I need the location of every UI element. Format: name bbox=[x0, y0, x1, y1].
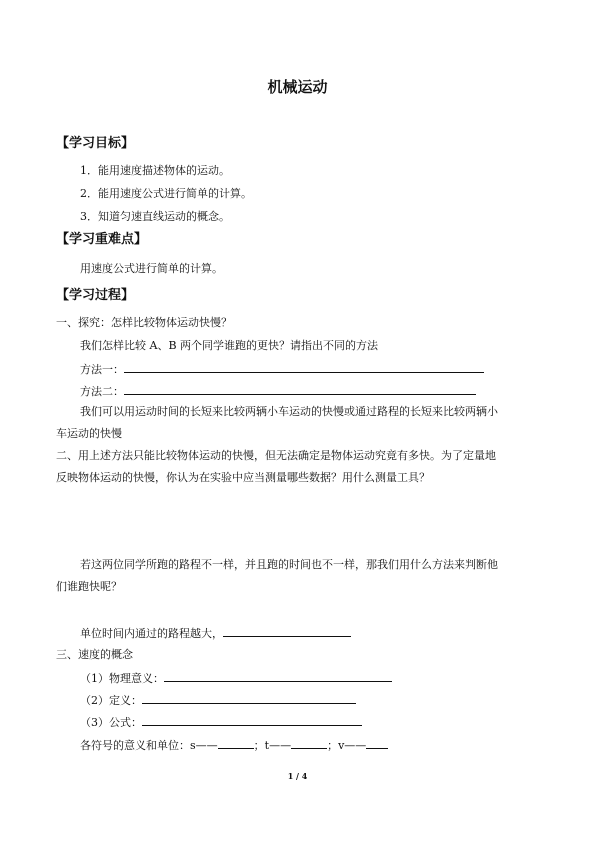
section-1-title: 一、探究：怎样比较物体运动快慢？ bbox=[56, 316, 232, 329]
goal-item-3: 3．知道匀速直线运动的概念。 bbox=[80, 210, 230, 223]
page-title: 机械运动 bbox=[267, 78, 328, 96]
method-1-row bbox=[80, 361, 484, 377]
method-1-label: 方法一： bbox=[80, 363, 124, 376]
method-1-blank[interactable] bbox=[124, 361, 484, 373]
semicolon-2: ； bbox=[327, 739, 339, 752]
symbols-label: 各符号的意义和单位： bbox=[80, 739, 190, 752]
goal-item-2: 2．能用速度公式进行简单的计算。 bbox=[80, 187, 252, 200]
symbol-t-blank[interactable] bbox=[291, 737, 327, 749]
page-number: 1 / 4 bbox=[287, 771, 308, 781]
symbol-v-blank[interactable] bbox=[366, 737, 388, 749]
symbol-s-blank[interactable] bbox=[218, 737, 254, 749]
formula-label: （3）公式： bbox=[80, 716, 142, 729]
process-heading: 【学习过程】 bbox=[56, 288, 135, 303]
symbol-v: v—— bbox=[338, 739, 367, 752]
section-1-paragraph-line-2: 车运动的快慢 bbox=[56, 427, 122, 440]
formula-row bbox=[80, 714, 362, 730]
section-2-question-line-2: 们谁跑快呢？ bbox=[56, 580, 122, 593]
key-points-text: 用速度公式进行简单的计算。 bbox=[80, 262, 223, 275]
key-points-heading: 【学习重难点】 bbox=[56, 232, 148, 247]
physical-meaning-label: （1）物理意义： bbox=[80, 672, 164, 685]
formula-blank[interactable] bbox=[142, 714, 362, 726]
goal-item-1: 1．能用速度描述物体的运动。 bbox=[80, 164, 230, 177]
unit-time-row bbox=[80, 625, 351, 641]
section-2-line-2: 反映物体运动的快慢，你认为在实验中应当测量哪些数据？用什么测量工具？ bbox=[56, 471, 430, 484]
symbols-row bbox=[80, 737, 388, 753]
section-1-question: 我们怎样比较 A、B 两个同学谁跑的更快？请指出不同的方法 bbox=[80, 339, 379, 352]
section-2-question-line-1: 若这两位同学所跑的路程不一样，并且跑的时间也不一样，那我们用什么方法来判断他 bbox=[80, 558, 498, 571]
method-2-label: 方法二： bbox=[80, 385, 124, 398]
symbol-t: t—— bbox=[264, 739, 292, 752]
section-1-paragraph-line-1: 我们可以用运动时间的长短来比较两辆小车运动的快慢或通过路程的长短来比较两辆小 bbox=[80, 405, 498, 418]
section-3-title: 三、速度的概念 bbox=[56, 648, 133, 661]
method-2-row bbox=[80, 383, 476, 399]
semicolon-1: ； bbox=[253, 739, 265, 752]
method-2-blank[interactable] bbox=[124, 383, 476, 395]
physical-meaning-row bbox=[80, 670, 392, 686]
section-2-line-1: 二、用上述方法只能比较物体运动的快慢，但无法确定是物体运动究竟有多快。为了定量地 bbox=[56, 449, 496, 462]
definition-row bbox=[80, 692, 356, 708]
definition-blank[interactable] bbox=[142, 692, 356, 704]
symbol-s: s—— bbox=[190, 739, 218, 752]
physical-meaning-blank[interactable] bbox=[164, 670, 392, 682]
definition-label: （2）定义： bbox=[80, 694, 142, 707]
unit-time-text: 单位时间内通过的路程越大， bbox=[80, 627, 223, 640]
goals-heading: 【学习目标】 bbox=[56, 136, 135, 151]
unit-time-blank[interactable] bbox=[223, 625, 351, 637]
